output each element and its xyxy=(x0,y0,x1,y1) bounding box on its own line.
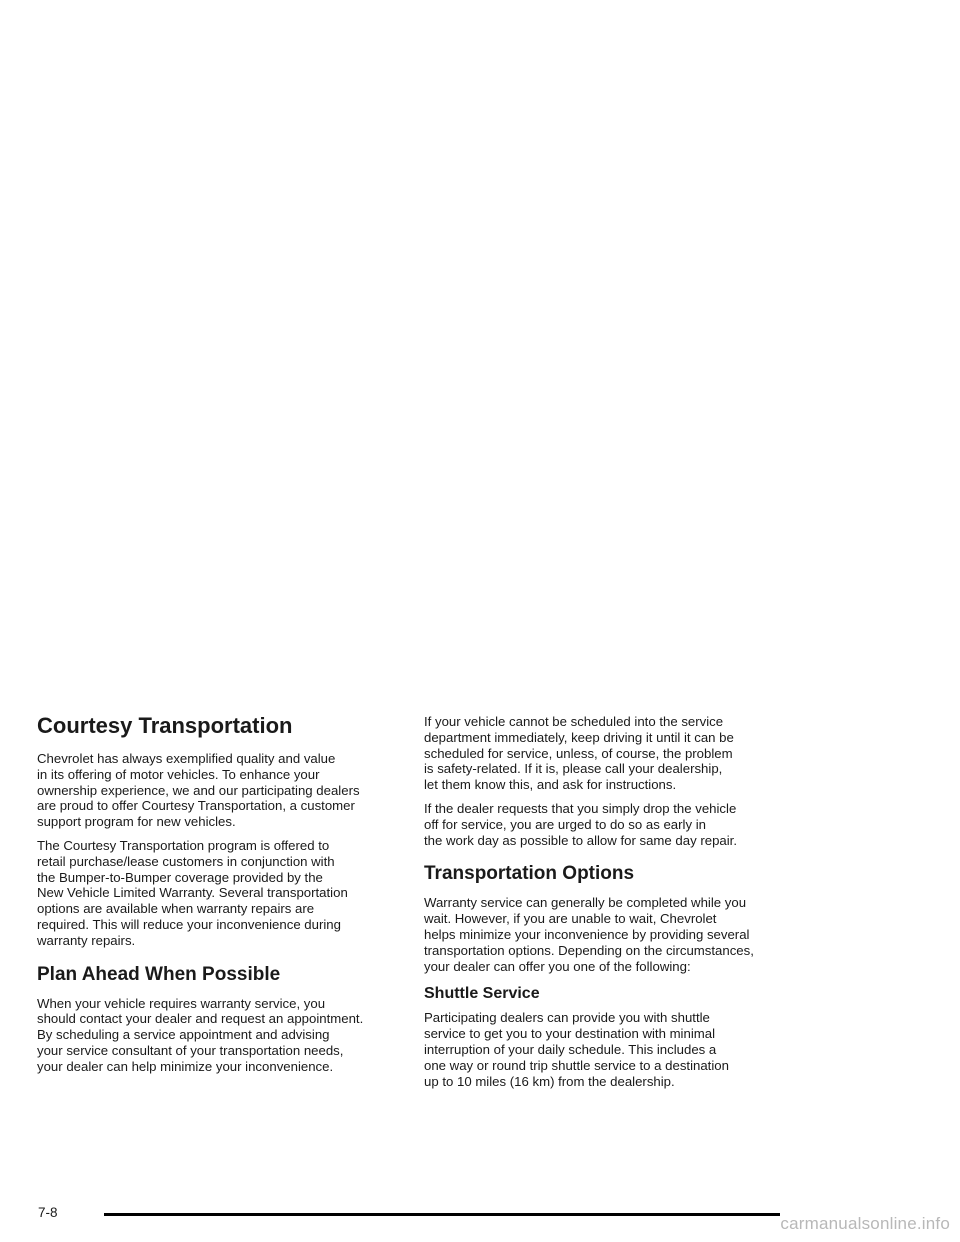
left-column xyxy=(37,712,397,1083)
paragraph-drop-off: If the dealer requests that you simply drop the vehicle off for service, you are urged to do so as early in the work day as possible to allow for same day repair. xyxy=(424,800,737,848)
page-number: 7-8 xyxy=(38,1205,58,1220)
watermark-text: carmanualsonline.info xyxy=(780,1214,950,1233)
footer-divider xyxy=(104,1213,780,1216)
section-heading-courtesy-transportation: Courtesy Transportation xyxy=(37,713,293,738)
paragraph-scheduling: If your vehicle cannot be scheduled into the service department immediately, keep driving it until it can be scheduled for service, unless, of course, the problem is safety-related. If it is, please call your dealership, let them know this, and ask for instructions. xyxy=(424,714,734,793)
paragraph-shuttle: Participating dealers can provide you with shuttle service to get you to your destination with minimal interruption of your daily schedule. This includes a one way or round trip shuttle service to a destination up to 10 miles (16 km) from the dealership. xyxy=(424,1010,729,1089)
paragraph-plan-ahead: When your vehicle requires warranty service, you should contact your dealer and request an appointment. By scheduling a service appointment and advising your service consultant of your transportation needs, your dealer can help minimize your inconvenience. xyxy=(37,995,364,1074)
paragraph-intro: Chevrolet has always exemplified quality and value in its offering of motor vehicles. To enhance your ownership experience, we and our participating dealers are proud to offer Courtesy Transportation, a customer support program for new vehicles. xyxy=(37,751,360,830)
right-column xyxy=(424,714,784,1097)
paragraph-options: Warranty service can generally be completed while you wait. However, if you are unable to wait, Chevrolet helps minimize your inconvenience by providing several transportation options. Depending on the circumstances, your dealer can offer you one of the following: xyxy=(424,895,754,974)
paragraph-program: The Courtesy Transportation program is offered to retail purchase/lease customers in conjunction with the Bumper-to-Bumper coverage provided by the New Vehicle Limited Warranty. Several transportation options are available when warranty repairs are required. This will reduce your inconvenience during warranty repairs. xyxy=(37,837,348,948)
section-heading-plan-ahead: Plan Ahead When Possible xyxy=(37,963,281,985)
section-heading-transportation-options: Transportation Options xyxy=(424,863,635,885)
section-heading-shuttle-service: Shuttle Service xyxy=(424,985,540,1003)
